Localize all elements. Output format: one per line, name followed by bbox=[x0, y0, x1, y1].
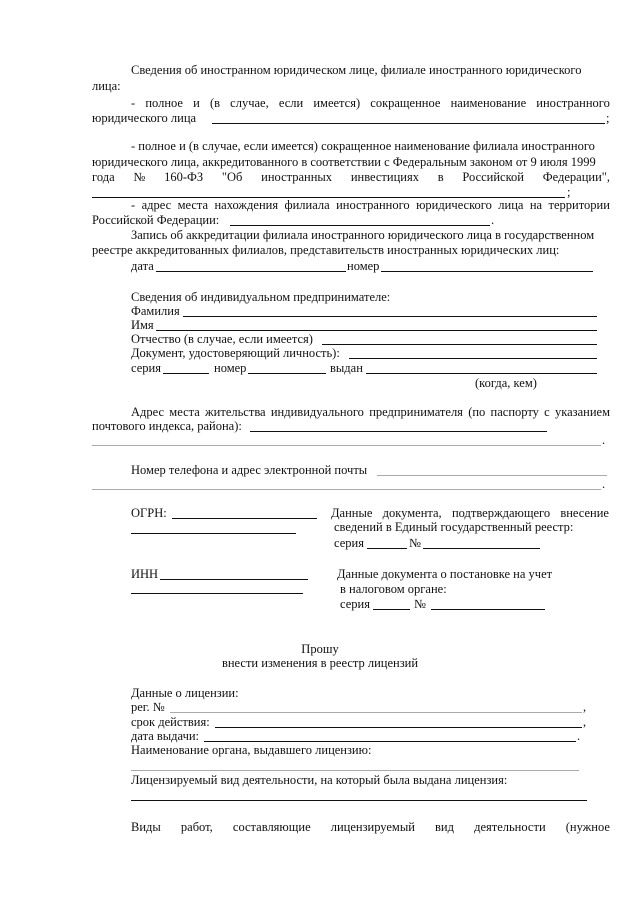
tax-doc-label-line2: в налоговом органе: bbox=[340, 582, 447, 596]
word: (в bbox=[209, 96, 221, 110]
inn-field-1[interactable] bbox=[160, 579, 308, 580]
license-reg-no-field[interactable] bbox=[170, 712, 582, 713]
full-name-end: ; bbox=[606, 111, 610, 125]
residence-field-2[interactable] bbox=[92, 445, 601, 446]
word: индивидуального bbox=[270, 405, 364, 419]
accreditation-number-field[interactable] bbox=[381, 271, 593, 272]
name-label: Имя bbox=[131, 318, 154, 332]
license-validity-field[interactable] bbox=[215, 727, 582, 728]
accreditation-date-label: дата bbox=[131, 259, 154, 273]
license-activity-label: Лицензируемый вид деятельности, на который была выдана лицензия: bbox=[131, 773, 508, 787]
branch-address-end: . bbox=[491, 213, 495, 227]
passport-number-field[interactable] bbox=[248, 373, 326, 374]
tax-series-field[interactable] bbox=[373, 609, 410, 610]
word: случае, bbox=[230, 96, 269, 110]
word: в bbox=[437, 170, 444, 184]
passport-issued-hint: (когда, кем) bbox=[475, 376, 537, 390]
inn-label: ИНН bbox=[131, 567, 159, 581]
word: паспорту bbox=[490, 405, 539, 419]
word: иностранного bbox=[536, 96, 610, 110]
word: Виды bbox=[131, 820, 161, 834]
license-reg-no-end: , bbox=[583, 700, 587, 714]
surname-label: Фамилия bbox=[131, 304, 180, 318]
word: "Об bbox=[221, 170, 243, 184]
passport-series-label: серия bbox=[131, 361, 161, 375]
word: юридического bbox=[416, 198, 492, 212]
passport-series-field[interactable] bbox=[163, 373, 209, 374]
full-name-field[interactable] bbox=[212, 123, 605, 124]
accreditation-label-line1: Запись об аккредитации филиала иностранного юридического лица в государственном bbox=[131, 228, 595, 242]
residence-label-line1 bbox=[131, 405, 610, 419]
contacts-field-2[interactable] bbox=[92, 489, 601, 490]
branch-name-label-line3 bbox=[92, 170, 610, 184]
word: деятельности bbox=[474, 820, 546, 834]
accreditation-date-field[interactable] bbox=[156, 271, 346, 272]
word: лицензируемый bbox=[330, 820, 415, 834]
word: и bbox=[193, 96, 200, 110]
word: инвестициях bbox=[350, 170, 419, 184]
word: Федерации", bbox=[542, 170, 610, 184]
word: нахождения bbox=[214, 198, 279, 212]
license-issue-date-label: дата выдачи: bbox=[131, 729, 200, 743]
tax-number-field[interactable] bbox=[431, 609, 545, 610]
word: 160-ФЗ bbox=[164, 170, 204, 184]
tax-number-label: № bbox=[414, 597, 426, 611]
word: филиала bbox=[284, 198, 330, 212]
license-authority-field[interactable] bbox=[131, 770, 579, 771]
patronymic-field[interactable] bbox=[322, 344, 597, 345]
request-line1: Прошу bbox=[301, 642, 339, 656]
word: № bbox=[133, 170, 146, 184]
branch-name-label-line2: юридического лица, аккредитованного в соответствии с Федеральным законом от 9 июля 1999 bbox=[92, 155, 596, 169]
egr-doc-label-line1 bbox=[331, 506, 609, 520]
id-document-field[interactable] bbox=[349, 358, 597, 359]
word: подтверждающего bbox=[451, 506, 551, 520]
residence-end: . bbox=[602, 433, 606, 447]
accreditation-number-label: номер bbox=[347, 259, 380, 273]
word: (по bbox=[468, 405, 486, 419]
egr-doc-label-line2: сведений в Единый государственный реестр: bbox=[334, 520, 574, 534]
word: места bbox=[169, 405, 200, 419]
word: указанием bbox=[554, 405, 610, 419]
word: жительства bbox=[205, 405, 266, 419]
patronymic-label: Отчество (в случае, если имеется) bbox=[131, 332, 313, 346]
passport-issued-field[interactable] bbox=[366, 373, 597, 374]
ogrn-field-2[interactable] bbox=[131, 533, 296, 534]
word: с bbox=[544, 405, 550, 419]
word: вид bbox=[435, 820, 454, 834]
full-name-label-line1 bbox=[131, 96, 610, 110]
foreign-entity-title-line2: лица: bbox=[92, 79, 121, 93]
residence-field-1[interactable] bbox=[250, 431, 547, 432]
word: на bbox=[529, 198, 543, 212]
word: территории bbox=[548, 198, 610, 212]
license-validity-end: , bbox=[583, 715, 587, 729]
license-validity-label: срок действия: bbox=[131, 715, 210, 729]
individual-title: Сведения об индивидуальном предпринимателе: bbox=[131, 290, 391, 304]
full-name-label-line2: юридического лица bbox=[92, 111, 197, 125]
word: иностранного bbox=[336, 198, 410, 212]
contacts-field-1[interactable] bbox=[377, 475, 607, 476]
word: года bbox=[92, 170, 115, 184]
accreditation-label-line2: реестре аккредитованных филиалов, представительств иностранных юридических лиц: bbox=[92, 243, 560, 257]
word: полное bbox=[145, 96, 183, 110]
passport-issued-label: выдан bbox=[330, 361, 363, 375]
branch-name-label-line1: - полное и (в случае, если имеется) сокращенное наименование филиала иностранного bbox=[131, 139, 595, 153]
egr-series-label: серия bbox=[334, 536, 364, 550]
word: если bbox=[278, 96, 304, 110]
word: адрес bbox=[141, 198, 172, 212]
request-line2: внести изменения в реестр лицензий bbox=[221, 656, 419, 670]
word: иностранных bbox=[261, 170, 333, 184]
inn-field-2[interactable] bbox=[131, 593, 303, 594]
word: места bbox=[177, 198, 209, 212]
license-issue-date-end: . bbox=[577, 729, 581, 743]
tax-series-label: серия bbox=[340, 597, 370, 611]
word: составляющие bbox=[232, 820, 311, 834]
egr-number-label: № bbox=[409, 536, 421, 550]
word: предпринимателя bbox=[369, 405, 463, 419]
branch-address-field[interactable] bbox=[230, 225, 490, 226]
word: Данные bbox=[331, 506, 373, 520]
word: Адрес bbox=[131, 405, 165, 419]
word: - bbox=[131, 96, 136, 110]
license-activity-field[interactable] bbox=[131, 800, 587, 801]
branch-address-label-line2: Российской Федерации: bbox=[92, 213, 220, 227]
contacts-end: . bbox=[602, 477, 606, 491]
surname-field[interactable] bbox=[183, 316, 597, 317]
passport-number-label: номер bbox=[214, 361, 247, 375]
word: имеется) bbox=[313, 96, 361, 110]
word: (нужное bbox=[565, 820, 610, 834]
branch-name-end: ; bbox=[567, 185, 571, 199]
id-document-label: Документ, удостоверяющий личность): bbox=[131, 346, 340, 360]
word: наименование bbox=[450, 96, 527, 110]
license-issue-date-field[interactable] bbox=[204, 741, 576, 742]
word: внесение bbox=[560, 506, 609, 520]
egr-number-field[interactable] bbox=[423, 548, 540, 549]
foreign-entity-title-line1: Сведения об иностранном юридическом лице, филиале иностранного юридического bbox=[131, 63, 582, 77]
word: - bbox=[131, 198, 136, 212]
name-field[interactable] bbox=[156, 330, 597, 331]
works-label-line1 bbox=[131, 820, 610, 834]
word: документа, bbox=[382, 506, 442, 520]
branch-address-label-line1 bbox=[131, 198, 610, 212]
ogrn-field-1[interactable] bbox=[172, 518, 317, 519]
ogrn-label: ОГРН: bbox=[131, 506, 167, 520]
license-reg-no-label: рег. № bbox=[131, 700, 165, 714]
word: сокращенное bbox=[370, 96, 441, 110]
license-authority-label: Наименование органа, выдавшего лицензию: bbox=[131, 743, 372, 757]
word: лица bbox=[498, 198, 524, 212]
word: Российской bbox=[462, 170, 524, 184]
word: работ, bbox=[180, 820, 213, 834]
residence-label-line2: почтового индекса, района): bbox=[92, 419, 242, 433]
contacts-label: Номер телефона и адрес электронной почты bbox=[131, 463, 368, 477]
license-title: Данные о лицензии: bbox=[131, 686, 239, 700]
tax-doc-label-line1: Данные документа о постановке на учет bbox=[337, 567, 553, 581]
egr-series-field[interactable] bbox=[367, 548, 407, 549]
